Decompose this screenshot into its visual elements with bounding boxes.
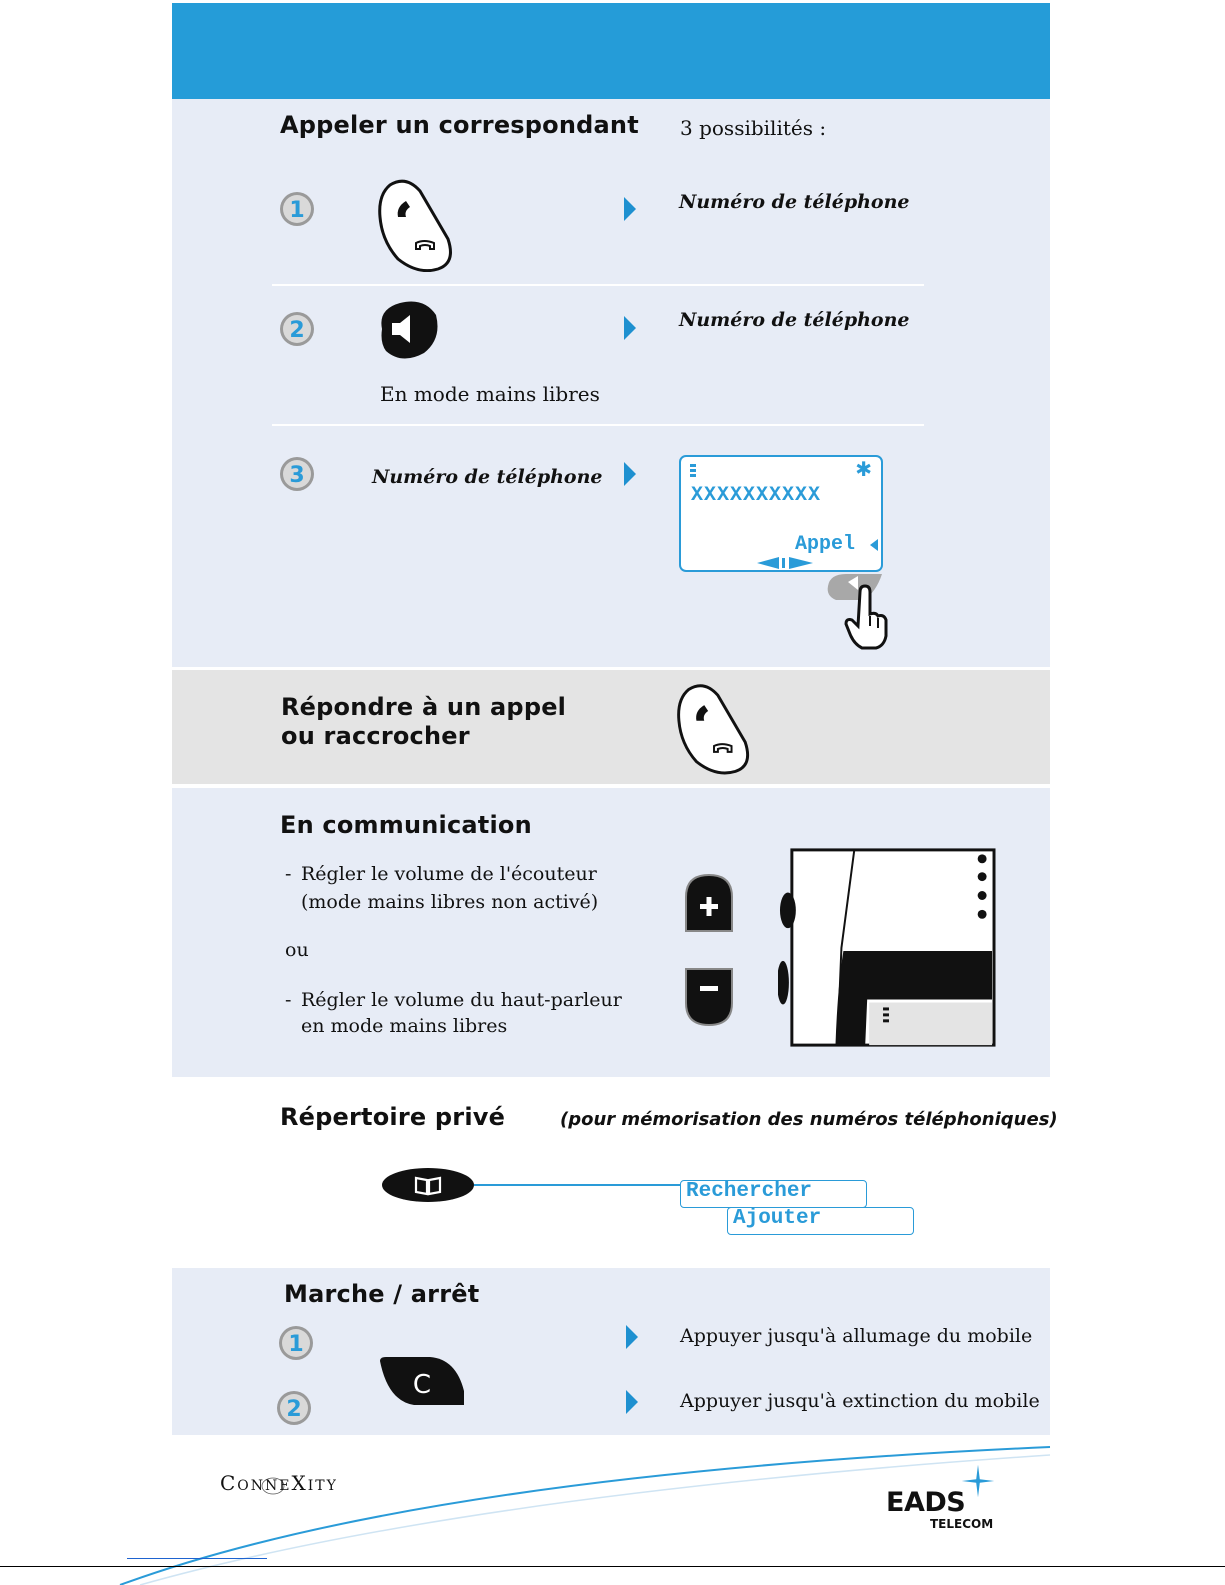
svg-text:3: 3 — [289, 463, 305, 488]
directory-connector-line — [474, 1184, 682, 1186]
svg-text:2: 2 — [289, 318, 305, 343]
bottom-rule — [0, 1566, 1225, 1567]
power-c-key-icon — [378, 1355, 466, 1407]
handsfree-caption: En mode mains libres — [380, 382, 600, 406]
directory-note: (pour mémorisation des numéros téléphoniques) — [560, 1109, 1058, 1130]
directory-title: Répertoire privé — [280, 1103, 506, 1131]
answer-key-icon — [675, 681, 753, 775]
power-step2-text: Appuyer jusqu'à extinction du mobile — [680, 1390, 1040, 1412]
volume-up-key-icon — [682, 871, 736, 935]
eads-wordmark: EADS — [886, 1487, 966, 1518]
menu-search[interactable] — [680, 1180, 867, 1208]
call-key-icon — [376, 177, 456, 272]
step1-arrow-icon — [624, 197, 636, 221]
speaker-key-icon — [376, 299, 440, 361]
volume-down-key-icon — [682, 965, 736, 1029]
header-band — [172, 3, 1050, 99]
phone-side-illustration — [778, 848, 996, 1048]
answer-title-line1: Répondre à un appel — [281, 693, 567, 721]
svg-text:C: C — [412, 1370, 432, 1400]
possibilities-label: 3 possibilités : — [680, 116, 827, 140]
step1-phone-number: Numéro de téléphone — [679, 191, 910, 213]
comm-item2-dash: - — [285, 989, 292, 1011]
power-title: Marche / arrêt — [284, 1280, 480, 1308]
comm-item1-line2: (mode mains libres non activé) — [301, 891, 599, 913]
step2-phone-number: Numéro de téléphone — [679, 309, 910, 331]
power-step1-text: Appuyer jusqu'à allumage du mobile — [680, 1325, 1033, 1347]
comm-item2-line2: en mode mains libres — [301, 1015, 508, 1037]
comm-item2-line1: Régler le volume du haut-parleur — [301, 989, 622, 1011]
comm-item1-line1: Régler le volume de l'écouteur — [301, 863, 597, 885]
power-step-number-1 — [278, 1325, 314, 1361]
power-step1-arrow-icon — [626, 1325, 638, 1349]
screen-softkey-label: Appel — [795, 533, 856, 556]
bottom-link-underline — [127, 1558, 267, 1559]
battery-icon — [689, 464, 697, 480]
footer-swoosh — [0, 1435, 1225, 1585]
step3-phone-number: Numéro de téléphone — [372, 466, 603, 488]
step2-arrow-icon — [624, 316, 636, 340]
power-step-number-2 — [276, 1390, 312, 1426]
nav-arrows-icon — [757, 557, 813, 569]
divider-2 — [272, 424, 924, 426]
eads-star-icon — [960, 1463, 996, 1499]
step3-arrow-icon — [624, 462, 636, 486]
call-title: Appeler un correspondant — [280, 111, 639, 139]
comm-or: ou — [285, 939, 309, 961]
menu-add[interactable] — [727, 1207, 914, 1235]
svg-text:2: 2 — [286, 1397, 302, 1422]
eads-logo — [884, 1487, 1004, 1537]
phone-screen — [679, 455, 883, 572]
signal-star-icon: ✱ — [855, 457, 872, 481]
softkey-press-hand-icon — [826, 570, 888, 652]
communication-title: En communication — [280, 811, 532, 839]
screen-digits: XXXXXXXXXX — [691, 484, 822, 507]
call-section — [172, 99, 1050, 667]
step-number-1 — [279, 191, 315, 227]
connexity-logo — [220, 1471, 338, 1495]
telecom-wordmark: TELECOM — [930, 1517, 994, 1531]
menu-search-label: Rechercher — [686, 1180, 813, 1203]
step-number-3 — [279, 456, 315, 492]
answer-title-line2: ou raccrocher — [281, 722, 470, 750]
svg-text:1: 1 — [289, 198, 305, 223]
comm-item1-dash: - — [285, 863, 292, 885]
svg-text:1: 1 — [288, 1332, 304, 1357]
divider-1 — [272, 284, 924, 286]
directory-key-icon — [380, 1166, 476, 1204]
connexity-wordmark: ConneXity — [220, 1471, 338, 1495]
menu-add-label: Ajouter — [733, 1207, 822, 1230]
step-number-2 — [279, 311, 315, 347]
softkey-pointer-icon — [870, 539, 878, 551]
power-step2-arrow-icon — [626, 1390, 638, 1414]
